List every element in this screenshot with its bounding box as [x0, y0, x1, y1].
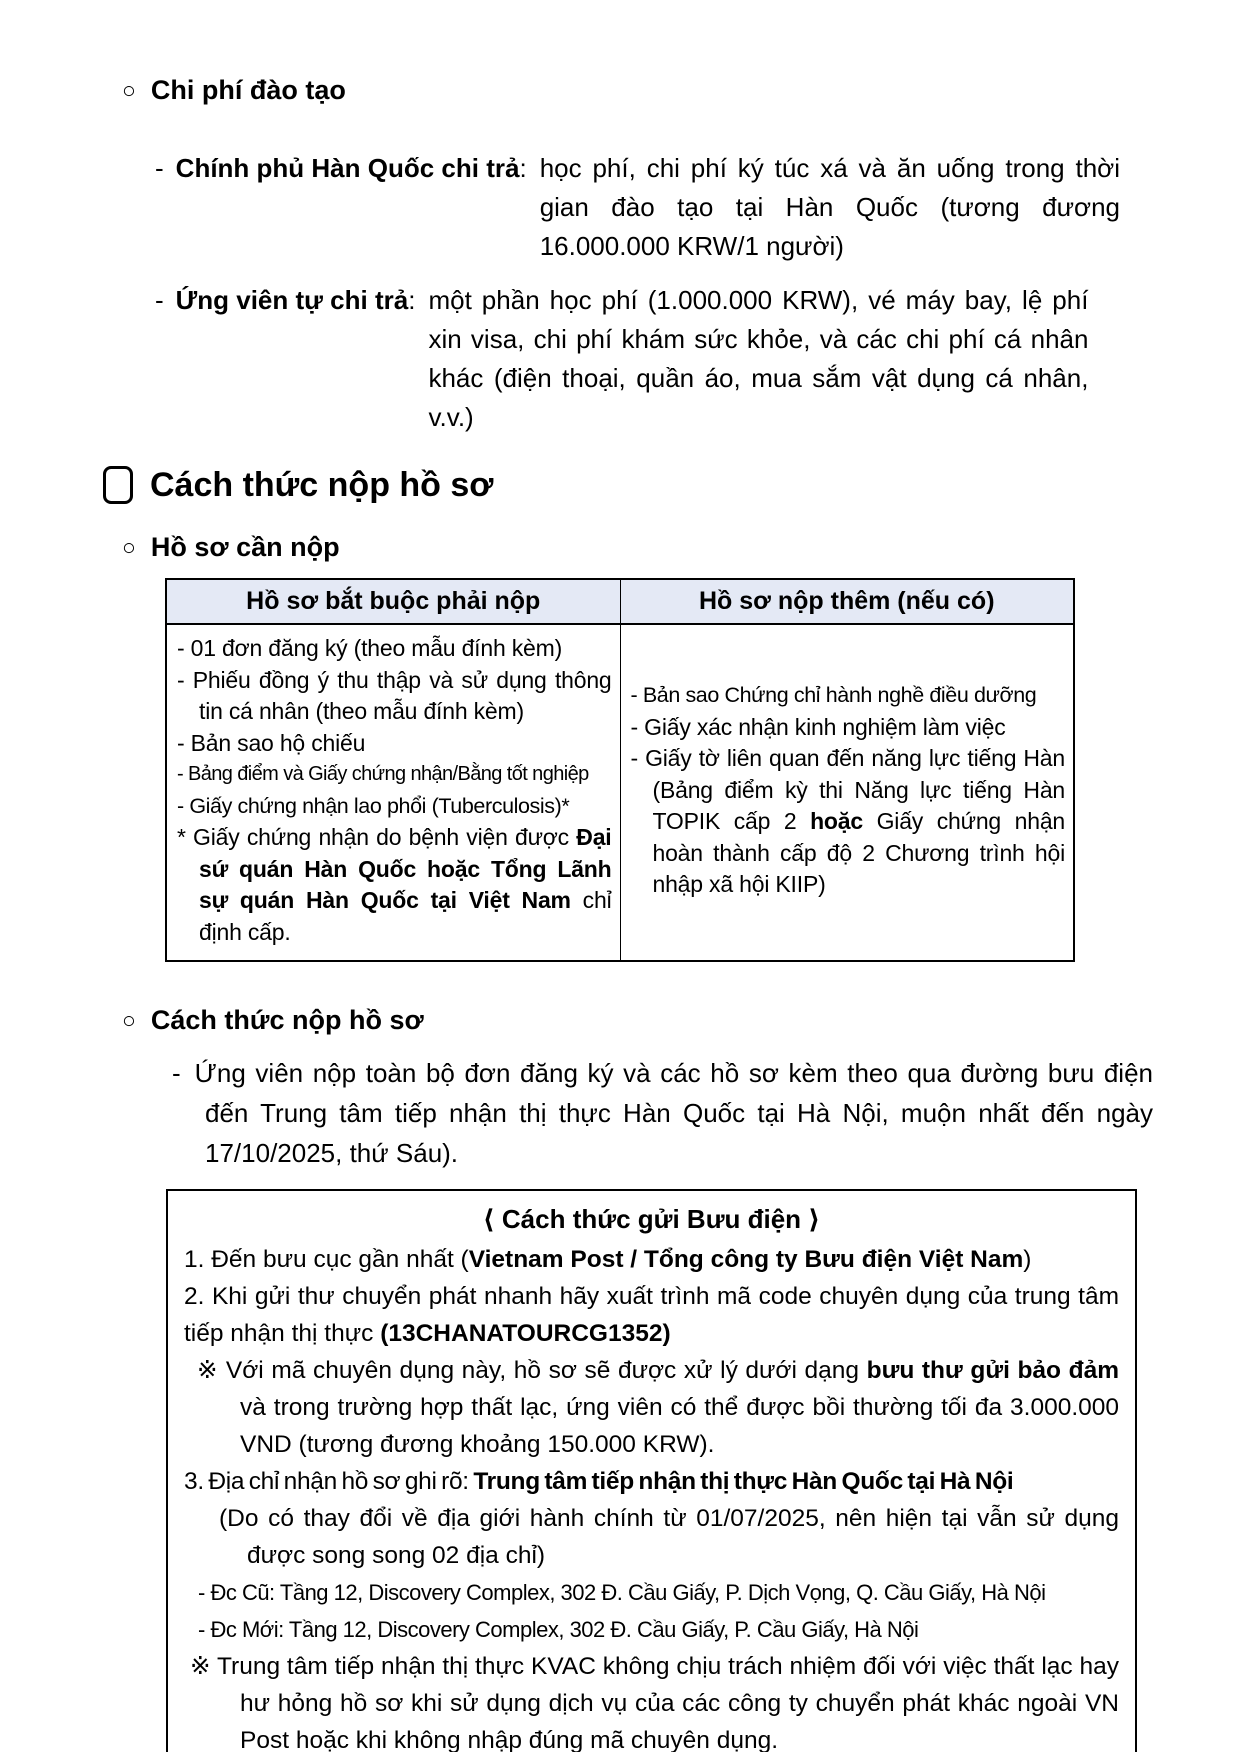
doc-item-text: - Bản sao Chứng chỉ hành nghề điều dưỡng	[630, 683, 1037, 708]
section-heading-text: Chi phí đào tạo	[150, 75, 346, 105]
doc-item	[177, 759, 612, 791]
doc-item-text: - 01 đơn đăng ký (theo mẫu đính kèm)	[177, 635, 563, 661]
doc-item	[177, 728, 612, 760]
doc-item	[631, 680, 1066, 712]
doc-item-footnote	[177, 822, 612, 948]
circle-bullet-icon: ○	[122, 1007, 136, 1033]
section-heading-submission-method	[122, 1004, 1239, 1037]
optional-docs-cell	[620, 624, 1074, 961]
required-docs-cell	[166, 624, 620, 961]
doc-item-text: - Bản sao hộ chiếu	[177, 729, 366, 756]
doc-item-text: Giấy chứng nhận hoàn thành cấp độ 2 Chương trình hội nhập xã hội KIIP)	[652, 808, 1065, 898]
section-heading-training-costs	[122, 74, 1239, 107]
note-text-bold: bưu thư gửi bảo đảm	[866, 1357, 1119, 1384]
address-old: - Đc Cũ: Tầng 12, Discovery Complex, 302 Đ. Cầu Giấy, P. Dịch Vọng, Q. Cầu Giấy, Hà Nội	[198, 1580, 1046, 1605]
doc-item-text: - Phiếu đồng ý thu thập và sử dụng thông tin cá nhân (theo mẫu đính kèm)	[177, 666, 612, 724]
square-bullet-icon	[103, 466, 133, 504]
section-heading-text: Hồ sơ cần nộp	[150, 532, 340, 562]
postal-step-2	[184, 1278, 1119, 1352]
section-heading-text: Cách thức nộp hồ sơ	[150, 466, 494, 504]
step-text-bold: (13CHANATOURCG1352)	[380, 1320, 671, 1347]
section-heading-text: Cách thức nộp hồ sơ	[150, 1005, 424, 1035]
postal-step-3-note: (Do có thay đổi về địa giới hành chính từ 01/07/2025, nên hiện tại vẫn sử dụng được song song 02 địa chỉ)	[219, 1505, 1119, 1569]
doc-item-text-bold: Đại sứ quán Hàn Quốc hoặc Tổng Lãnh sự quán Hàn Quốc tại Việt Nam	[199, 824, 612, 913]
cost-item-label	[176, 281, 416, 437]
doc-item	[177, 791, 612, 823]
circle-bullet-icon: ○	[122, 534, 136, 560]
step-text-bold: Trung tâm tiếp nhận thị thực Hàn Quốc tại Hà Nội	[473, 1468, 1014, 1495]
colon: :	[519, 153, 527, 183]
doc-item-text-bold: hoặc	[810, 808, 863, 835]
cost-item-text: học phí, chi phí ký túc xá và ăn uống trong thời gian đào tạo tại Hàn Quốc (tương đương 16.000.000 KRW/1 người)	[539, 153, 1120, 261]
step-text: 3. Địa chỉ nhận hồ sơ ghi rõ:	[184, 1468, 474, 1495]
postal-box-title: ⟨ Cách thức gửi Bưu điện ⟩	[482, 1204, 821, 1234]
doc-item	[631, 743, 1066, 901]
cost-item-label-bold: Ứng viên tự chi trả	[175, 285, 409, 315]
doc-item	[631, 712, 1066, 744]
doc-item-text: * Giấy chứng nhận do bệnh viện được	[177, 824, 577, 850]
postal-note-registered-mail	[184, 1352, 1119, 1463]
doc-item	[177, 665, 612, 728]
doc-item-text: - Bảng điểm và Giấy chứng nhận/Bằng tốt nghiệp	[177, 763, 589, 785]
doc-item-text: - Giấy chứng nhận lao phổi (Tuberculosis)*	[177, 793, 570, 818]
paragraph-text: Ứng viên nộp toàn bộ đơn đăng ký và các hồ sơ kèm theo qua đường bưu điện đến Trung tâm tiếp nhận thị thực Hàn Quốc tại Hà Nội, muộn nhất đến ngày 17/10/2025, thứ Sáu).	[194, 1058, 1153, 1168]
doc-item	[177, 633, 612, 665]
dash-marker: -	[172, 1058, 181, 1088]
cost-item-government	[155, 149, 1120, 266]
address-new: - Đc Mới: Tầng 12, Discovery Complex, 302 Đ. Cầu Giấy, P. Cầu Giấy, Hà Nội	[198, 1617, 919, 1642]
table-header-row	[166, 579, 1074, 624]
cost-item-label-bold: Chính phủ Hàn Quốc chi trả	[175, 153, 520, 183]
cost-item-applicant	[155, 281, 1120, 437]
circle-bullet-icon: ○	[122, 77, 136, 103]
step-text: 2. Khi gửi thư chuyển phát nhanh hãy xuất trình mã code chuyên dụng của trung tâm tiếp nhận thị thực	[184, 1283, 1119, 1347]
required-documents-table	[165, 578, 1075, 962]
postal-note-kvac-disclaimer: ※ Trung tâm tiếp nhận thị thực KVAC không chịu trách nhiệm đối với việc thất lạc hay hư hỏng hồ sơ khi sử dụng dịch vụ của các công ty chuyển phát khác ngoài VN Post hoặc khi không nhập đúng mã chuyên dụng.	[190, 1653, 1119, 1752]
column-header-optional: Hồ sơ nộp thêm (nếu có)	[620, 579, 1074, 624]
colon: :	[408, 285, 416, 315]
dash-marker: -	[155, 153, 164, 183]
table-body-row	[166, 624, 1074, 961]
section-heading-required-documents	[122, 531, 1239, 564]
step-text-bold: Vietnam Post / Tổng công ty Bưu điện Việt Nam	[468, 1246, 1024, 1273]
postal-step-3	[184, 1463, 1119, 1500]
note-text: và trong trường hợp thất lạc, ứng viên có thể được bồi thường tối đa 3.000.000 VND (tương đương khoảng 150.000 KRW).	[240, 1394, 1119, 1458]
step-text: )	[1023, 1246, 1032, 1273]
submission-method-paragraph	[172, 1053, 1153, 1173]
section-heading-submission	[103, 465, 1239, 505]
note-text: ※ Với mã chuyên dụng này, hồ sơ sẽ được xử lý dưới dạng	[197, 1357, 867, 1384]
cost-item-text: một phần học phí (1.000.000 KRW), vé máy bay, lệ phí xin visa, chi phí khám sức khỏe, và các chi phí cá nhân khác (điện thoại, quần áo, mua sắm vật dụng cá nhân, v.v.)	[428, 285, 1089, 432]
column-header-required: Hồ sơ bắt buộc phải nộp	[166, 579, 620, 624]
cost-item-label	[176, 149, 527, 266]
doc-item-text: chỉ định cấp.	[199, 887, 612, 945]
doc-item-text: - Giấy tờ liên quan đến năng lực tiếng Hàn (Bảng điểm kỳ thi Năng lực tiếng Hàn TOPIK cấp 2	[630, 745, 1065, 835]
doc-item-text: - Giấy xác nhận kinh nghiệm làm việc	[630, 713, 1006, 740]
postal-step-1	[184, 1241, 1119, 1278]
step-text: 1. Đến bưu cục gần nhất (	[184, 1246, 469, 1273]
postal-instructions-box	[166, 1189, 1137, 1752]
dash-marker: -	[155, 285, 164, 315]
